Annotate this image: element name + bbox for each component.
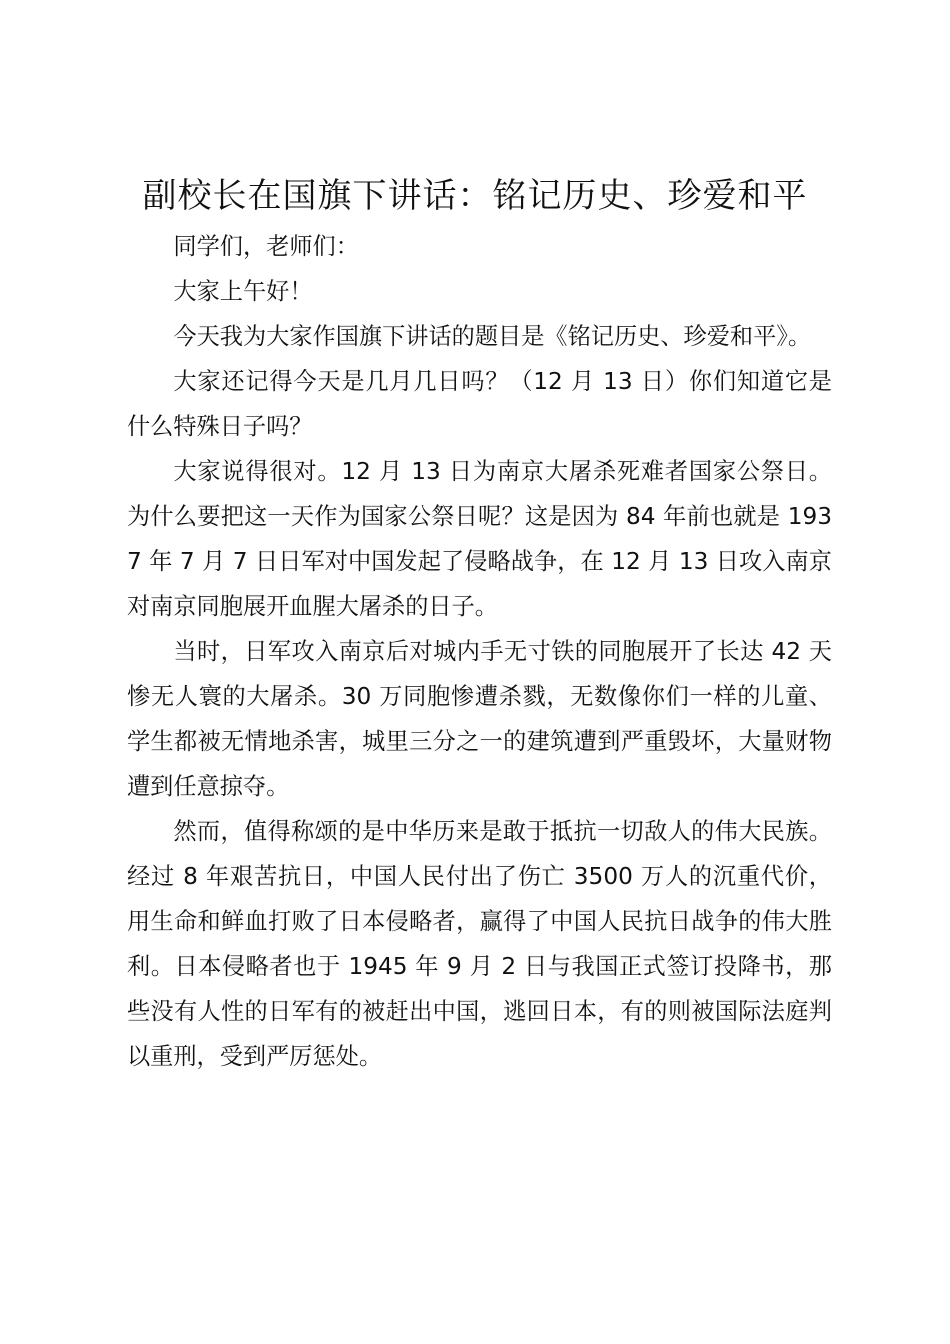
- document-title: 副校长在国旗下讲话：铭记历史、珍爱和平: [142, 176, 808, 216]
- document-body: [127, 224, 832, 1079]
- paragraph-date-question: 大家还记得今天是几月几日吗？（12 月 13 日）你们知道它是什么特殊日子吗？: [127, 368, 832, 440]
- paragraph-greeting: 同学们，老师们：: [173, 233, 359, 260]
- paragraph-memorial-day: 大家说得很对。12 月 13 日为南京大屠杀死难者国家公祭日。为什么要把这一天作为国家公祭日呢？这是因为 84 年前也就是 1937 年 7 月 7 日日军对中国发起了侵略战争，在 12 月 13 日攻入南京对南京同胞展开血腥大屠杀的日子。: [127, 458, 832, 620]
- paragraph-massacre: 当时，日军攻入南京后对城内手无寸铁的同胞展开了长达 42 天惨无人寰的大屠杀。30 万同胞惨遭杀戮，无数像你们一样的儿童、学生都被无情地杀害，城里三分之一的建筑遭到严重毁坏，大量财物遭到任意掠夺。: [127, 638, 832, 800]
- paragraph-good-morning: 大家上午好！: [173, 278, 313, 305]
- paragraph-topic: 今天我为大家作国旗下讲话的题目是《铭记历史、珍爱和平》。: [173, 323, 812, 350]
- paragraph-victory: 然而，值得称颂的是中华历来是敢于抵抗一切敌人的伟大民族。经过 8 年艰苦抗日，中国人民付出了伤亡 3500 万人的沉重代价，用生命和鲜血打败了日本侵略者，赢得了中国人民抗日战争的伟大胜利。日本侵略者也于 1945 年 9 月 2 日与我国正式签订投降书，那些没有人性的日军有的被赶出中国，逃回日本，有的则被国际法庭判以重刑，受到严厉惩处。: [127, 818, 832, 1070]
